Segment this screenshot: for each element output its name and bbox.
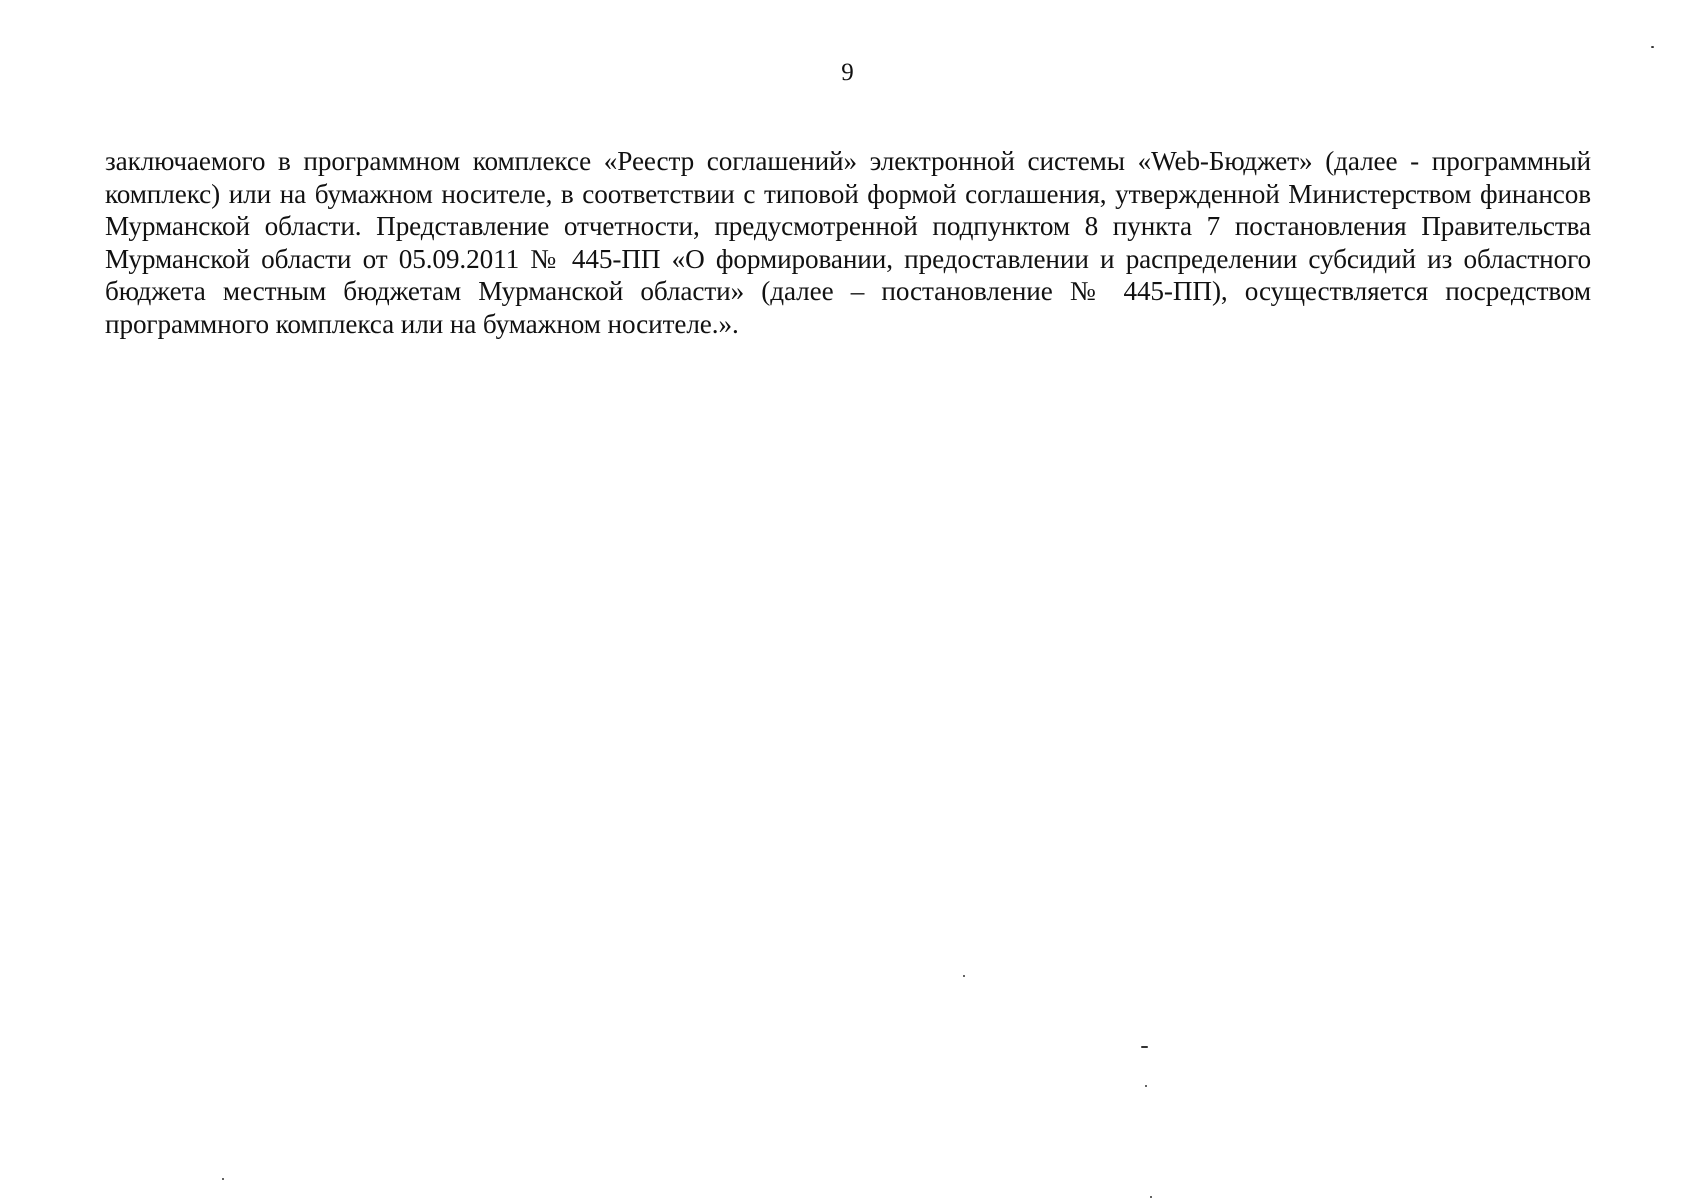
page-number: 9: [841, 59, 854, 86]
scan-speck: [1145, 1085, 1147, 1087]
scan-speck: [1150, 1196, 1152, 1198]
scan-speck: [1141, 1046, 1148, 1048]
scan-speck: [222, 1178, 224, 1180]
scan-speck: [963, 975, 965, 977]
body-paragraph: заключаемого в программном комплексе «Реестр соглашений» электронной системы «Web-Бюджет» (далее - программный комплекс) или на бумажном носителе, в соответствии с типовой формой соглашения, утвержденной Министерством финансов Мурманской области. Представление отчетности, предусмотренной подпунктом 8 пункта 7 постановления Правительства Мурманской области от 05.09.2011 № 445-ПП «О формировании, предоставлении и распределении субсидий из областного бюджета местным бюджетам Мурманской области» (далее – постановление № 445-ПП), осуществляется посредством программного комплекса или на бумажном носителе.».: [105, 146, 1591, 339]
scan-speck: [1651, 46, 1654, 48]
